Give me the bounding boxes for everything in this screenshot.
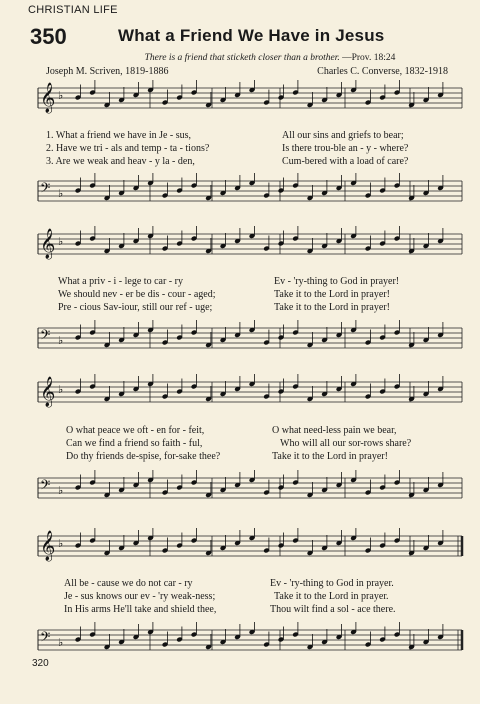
flat-icon: ♭ [58,383,64,396]
lyric-left: Je - sus knows our ev - 'ry weak-ness; [64,591,216,602]
lyric-right: Thou wilt find a sol - ace there. [270,604,396,615]
bass-clef-icon: 𝄢 [40,477,51,496]
lyric-left: In His arms He'll take and shield thee, [64,604,217,615]
lyric-right: Take it to the Lord in prayer! [272,451,388,462]
lyric-left: 3. Are we weak and heav - y la - den, [46,156,195,167]
bass-clef-icon: 𝄢 [40,327,51,346]
bass-staff [0,173,480,213]
lyric-left: O what peace we oft - en for - feit, [66,425,205,436]
flat-icon: ♭ [58,187,64,200]
hymn-title: What a Friend We Have in Jesus [118,26,385,45]
lyric-left: All be - cause we do not car - ry [64,578,193,589]
composer-credit: Charles C. Converse, 1832-1918 [317,66,448,77]
treble-clef-icon: 𝄞 [40,83,56,113]
lyric-right: Take it to the Lord in prayer! [274,289,390,300]
author-credit: Joseph M. Scriven, 1819-1886 [46,66,169,77]
flat-icon: ♭ [58,235,64,248]
flat-icon: ♭ [58,537,64,550]
lyric-right: O what need-less pain we bear, [272,425,397,436]
lyric-left: Can we find a friend so faith - ful, [66,438,203,449]
bass-staff [0,470,480,510]
treble-clef-icon: 𝄞 [40,377,56,407]
section-label: CHRISTIAN LIFE [28,4,118,16]
lyric-right: Ev - 'ry-thing to God in prayer. [270,578,394,589]
lyric-right: Take it to the Lord in prayer. [274,591,389,602]
lyric-right: Who will all our sor-rows share? [280,438,412,449]
lyric-right: Is there trou-ble an - y - where? [282,143,409,154]
epigraph-reference: —Prov. 18:24 [342,53,396,63]
treble-staff [0,226,480,266]
epigraph [0,53,480,63]
lyric-left: What a priv - i - lege to car - ry [58,276,183,287]
flat-icon: ♭ [58,89,64,102]
lyric-right: Cum-bered with a load of care? [282,156,409,167]
treble-staff [0,374,480,414]
flat-icon: ♭ [58,334,64,347]
flat-icon: ♭ [58,636,64,649]
lyric-left: Do thy friends de-spise, for-sake thee? [66,451,221,462]
bass-staff [0,320,480,360]
treble-staff [0,80,480,120]
lyric-left: We should nev - er be dis - cour - aged; [58,289,216,300]
hymn-number: 350 [30,24,67,49]
lyric-left: 2. Have we tri - als and temp - ta - tions? [46,143,210,154]
bass-staff [0,622,480,662]
bass-clef-icon: 𝄢 [40,629,51,648]
lyric-right: Ev - 'ry-thing to God in prayer! [274,276,400,287]
treble-clef-icon: 𝄞 [40,531,56,561]
lyric-left: Pre - cious Sav-iour, still our ref - uge; [58,302,213,313]
lyric-left: 1. What a friend we have in Je - sus, [46,130,192,141]
treble-clef-icon: 𝄞 [40,229,56,259]
bass-clef-icon: 𝄢 [40,180,51,199]
treble-staff [0,528,480,568]
lyric-right: Take it to the Lord in prayer! [274,302,390,313]
epigraph-text: There is a friend that sticketh closer than a brother. [144,53,340,63]
flat-icon: ♭ [58,484,64,497]
lyric-right: All our sins and griefs to bear; [282,130,404,141]
page-number: 320 [32,658,49,669]
